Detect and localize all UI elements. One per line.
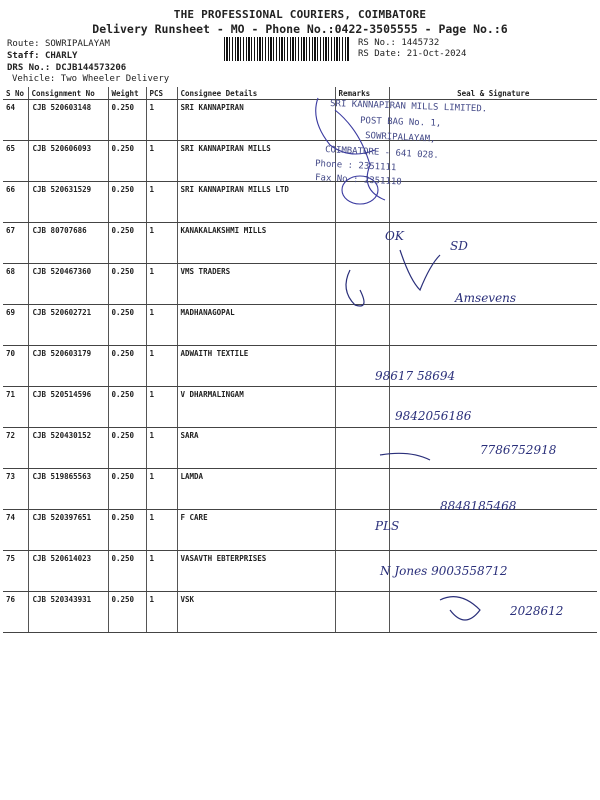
hw-row67: OK (385, 229, 404, 243)
weight-cell: 0.250 (108, 387, 146, 428)
company-title: THE PROFESSIONAL COURIERS, COIMBATORE (173, 8, 427, 21)
pcs-cell: 1 (146, 264, 177, 305)
sno-cell: 65 (3, 141, 28, 182)
runsheet-table (3, 87, 597, 633)
table-row (3, 510, 597, 551)
remarks-cell (335, 469, 389, 510)
remarks-cell (335, 592, 389, 633)
rs-date-value: 21-Oct-2024 (406, 49, 467, 59)
signature-cell (389, 387, 597, 428)
consignee-cell: VMS TRADERS (177, 264, 335, 305)
signature-cell (389, 264, 597, 305)
hw-row68: Amsevens (455, 291, 517, 305)
pcs-cell: 1 (146, 305, 177, 346)
remarks-cell (335, 387, 389, 428)
consignment-cell: CJB 520343931 (28, 592, 108, 633)
weight-cell: 0.250 (108, 551, 146, 592)
route-value: SOWRIPALAYAM (44, 39, 110, 49)
sno-cell: 69 (3, 305, 28, 346)
pcs-cell: 1 (146, 387, 177, 428)
consignee-cell: SRI KANNAPIRAN (177, 100, 335, 141)
rs-no-value: 1445732 (401, 38, 440, 48)
sno-cell: 72 (3, 428, 28, 469)
signature-cell (389, 100, 597, 141)
consignee-cell: SRI KANNAPIRAN MILLS LTD (177, 182, 335, 223)
consignment-cell: CJB 520514596 (28, 387, 108, 428)
remarks-cell (335, 551, 389, 592)
sno-cell: 70 (3, 346, 28, 387)
remarks-cell (335, 223, 389, 264)
table-header-row (3, 87, 597, 100)
staff-label: Staff: (7, 51, 40, 61)
pcs-cell: 1 (146, 100, 177, 141)
remarks-cell (335, 428, 389, 469)
consignee-cell: SARA (177, 428, 335, 469)
stamp-line1: SRI KANNAPIRAN MILLS LIMITED. (329, 99, 488, 115)
weight-cell: 0.250 (108, 428, 146, 469)
consignee-cell: LAMDA (177, 469, 335, 510)
signature-cell (389, 510, 597, 551)
hw-row72: 7786752918 (480, 443, 557, 457)
hw-row76: 2028612 (510, 604, 564, 618)
pcs-cell: 1 (146, 592, 177, 633)
consignment-cell: CJB 520631529 (28, 182, 108, 223)
table-row (3, 346, 597, 387)
signature-cell (389, 182, 597, 223)
consignment-cell: CJB 520430152 (28, 428, 108, 469)
hw-row74: PLS (375, 519, 400, 533)
consignment-cell: CJB 520467360 (28, 264, 108, 305)
weight-cell: 0.250 (108, 100, 146, 141)
vehicle-value: Two Wheeler Delivery (60, 74, 170, 84)
weight-cell: 0.250 (108, 182, 146, 223)
col-remarks: Remarks (335, 87, 389, 100)
rs-date-row (358, 49, 466, 59)
consignee-cell: MADHANAGOPAL (177, 305, 335, 346)
route-label: Route: (7, 39, 40, 49)
signature-cell (389, 305, 597, 346)
remarks-cell (335, 100, 389, 141)
rs-no-label: RS No.: (358, 38, 396, 48)
table-row (3, 223, 597, 264)
col-pcs: PCS (146, 87, 177, 100)
signature-cell (389, 223, 597, 264)
consignment-cell: CJB 520614023 (28, 551, 108, 592)
consignment-cell: CJB 520606093 (28, 141, 108, 182)
remarks-cell (335, 510, 389, 551)
signature-cell (389, 141, 597, 182)
vehicle-label: Vehicle: (12, 74, 56, 84)
sno-cell: 75 (3, 551, 28, 592)
consignment-cell: CJB 520397651 (28, 510, 108, 551)
weight-cell: 0.250 (108, 346, 146, 387)
consignment-cell: CJB 80707686 (28, 223, 108, 264)
consignee-cell: V DHARMALINGAM (177, 387, 335, 428)
table-row (3, 264, 597, 305)
weight-cell: 0.250 (108, 264, 146, 305)
pcs-cell: 1 (146, 141, 177, 182)
weight-cell: 0.250 (108, 469, 146, 510)
consignment-cell: CJB 520603179 (28, 346, 108, 387)
remarks-cell (335, 305, 389, 346)
drs-value: DCJB144573206 (55, 63, 127, 73)
sno-cell: 68 (3, 264, 28, 305)
consignee-cell: VASAVTH EBTERPRISES (177, 551, 335, 592)
pcs-cell: 1 (146, 469, 177, 510)
col-consignee: Consignee Details (177, 87, 335, 100)
sno-cell: 76 (3, 592, 28, 633)
stamp-line6: Fax No : 2351110 (314, 173, 402, 188)
consignee-cell: ADWAITH TEXTILE (177, 346, 335, 387)
stamp-line4: COIMBATORE - 641 028. (324, 145, 440, 161)
pcs-cell: 1 (146, 182, 177, 223)
staff-row (7, 51, 77, 61)
table-row (3, 592, 597, 633)
pcs-cell: 1 (146, 428, 177, 469)
sno-cell: 67 (3, 223, 28, 264)
table-row (3, 141, 597, 182)
table-row (3, 100, 597, 141)
sno-cell: 74 (3, 510, 28, 551)
remarks-cell (335, 264, 389, 305)
rs-no-row (358, 38, 439, 48)
staff-value: CHARLY (44, 51, 78, 61)
hw-row73: 8848185468 (440, 499, 517, 513)
table-row (3, 551, 597, 592)
signature-cell (389, 346, 597, 387)
drs-row (7, 63, 126, 73)
table-row (3, 305, 597, 346)
signature-cell (389, 469, 597, 510)
hw-row70: 98617 58694 (375, 369, 456, 383)
consignment-cell: CJB 520602721 (28, 305, 108, 346)
consignment-cell: CJB 520603148 (28, 100, 108, 141)
col-sno: S No (3, 87, 28, 100)
pcs-cell: 1 (146, 346, 177, 387)
consignee-cell: SRI KANNAPIRAN MILLS (177, 141, 335, 182)
weight-cell: 0.250 (108, 141, 146, 182)
stamp-line5: Phone : 2351111 (314, 159, 397, 174)
sno-cell: 73 (3, 469, 28, 510)
signature-cell (389, 592, 597, 633)
table-row (3, 182, 597, 223)
vehicle-row (12, 74, 169, 84)
sno-cell: 66 (3, 182, 28, 223)
drs-label: DRS No.: (7, 63, 51, 73)
hw-row75: N Jones 9003558712 (380, 564, 508, 578)
weight-cell: 0.250 (108, 592, 146, 633)
consignee-cell: KANAKALAKSHMI MILLS (177, 223, 335, 264)
col-weight: Weight (108, 87, 146, 100)
sno-cell: 71 (3, 387, 28, 428)
consignment-cell: CJB 519865563 (28, 469, 108, 510)
barcode (224, 37, 350, 61)
table-row (3, 387, 597, 428)
col-signature: Seal & Signature (389, 87, 597, 100)
weight-cell: 0.250 (108, 305, 146, 346)
remarks-cell (335, 141, 389, 182)
consignee-cell: VSK (177, 592, 335, 633)
signature-cell (389, 551, 597, 592)
remarks-cell (335, 182, 389, 223)
runsheet-title: Delivery Runsheet - MO - Phone No.:0422-3505555 - Page No.:6 (92, 22, 508, 36)
weight-cell: 0.250 (108, 223, 146, 264)
consignee-cell: F CARE (177, 510, 335, 551)
weight-cell: 0.250 (108, 510, 146, 551)
stamp-line2: POST BAG No. 1, (359, 116, 442, 129)
col-consignment: Consignment No (28, 87, 108, 100)
pcs-cell: 1 (146, 551, 177, 592)
table-row (3, 469, 597, 510)
pcs-cell: 1 (146, 510, 177, 551)
remarks-cell (335, 346, 389, 387)
sno-cell: 64 (3, 100, 28, 141)
hw-row71: 9842056186 (395, 409, 472, 423)
route-row (7, 39, 110, 49)
rs-date-label: RS Date: (358, 49, 402, 59)
table-row (3, 428, 597, 469)
pcs-cell: 1 (146, 223, 177, 264)
signature-cell (389, 428, 597, 469)
stamp-line3: SOWRIPALAYAM, (364, 131, 436, 145)
hw-row67b: SD (450, 239, 468, 253)
